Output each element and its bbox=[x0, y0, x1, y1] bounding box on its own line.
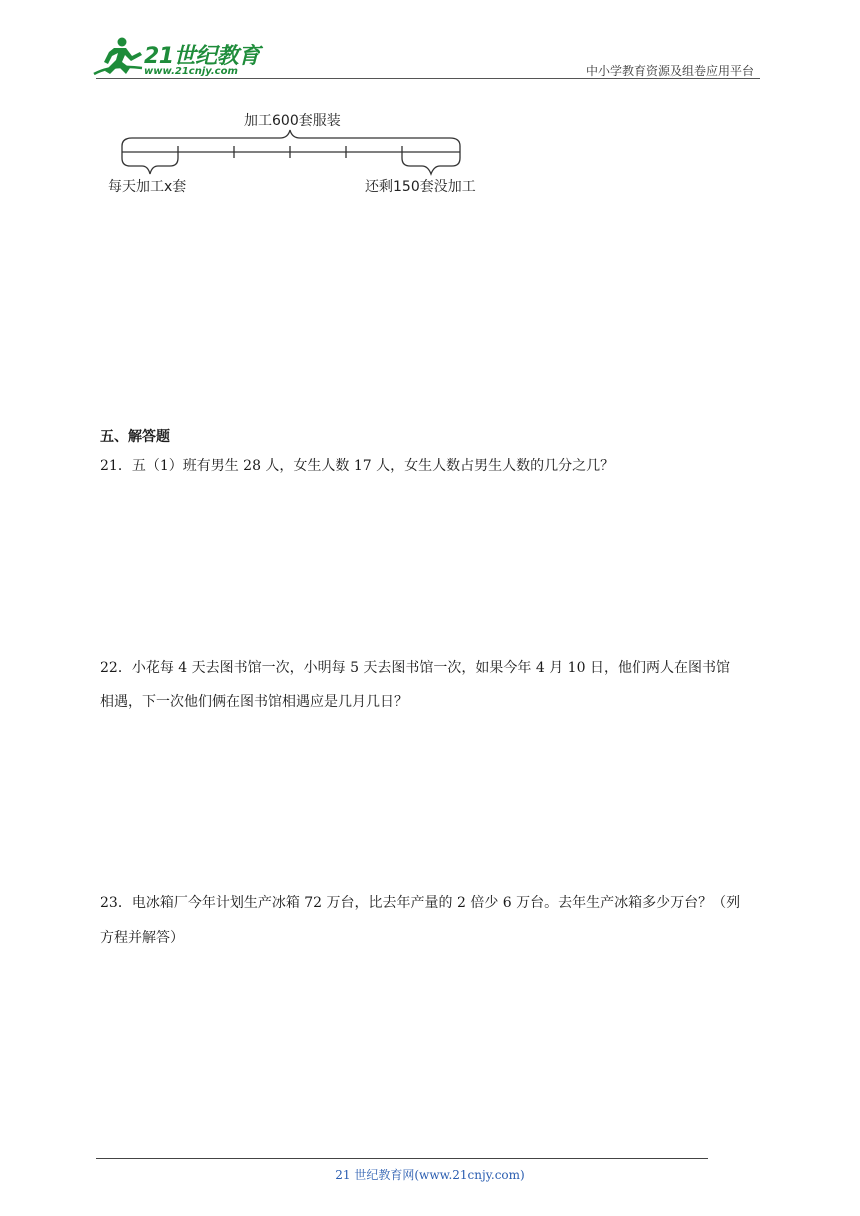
footer-text: 21 世纪教育网(www.21cnjy.com) bbox=[335, 1168, 525, 1182]
line-segment-diagram bbox=[100, 100, 500, 210]
question-23-line-2: 方程并解答） bbox=[100, 930, 184, 946]
runner-logo-icon bbox=[92, 34, 148, 80]
logo-url: www.21cnjy.com bbox=[144, 66, 238, 77]
section-title: 五、解答题 bbox=[100, 429, 170, 445]
remaining-label: 还剩150套没加工 bbox=[365, 179, 476, 195]
question-21: 21．五（1）班有男生 28 人，女生人数 17 人，女生人数占男生人数的几分之几？ bbox=[100, 458, 615, 474]
footer-divider bbox=[96, 1158, 708, 1159]
question-22-line-1: 22．小花每 4 天去图书馆一次，小明每 5 天去图书馆一次，如果今年 4 月 10 日，他们两人在图书馆 bbox=[100, 660, 730, 676]
header-divider bbox=[96, 78, 760, 79]
logo bbox=[92, 34, 262, 80]
question-22-line-2: 相遇，下一次他们俩在图书馆相遇应是几月几日？ bbox=[100, 694, 408, 710]
logo-text: 21世纪教育 bbox=[144, 44, 260, 69]
page-header bbox=[0, 0, 860, 90]
question-23-line-1: 23．电冰箱厂今年计划生产冰箱 72 万台，比去年产量的 2 倍少 6 万台。去年生产冰箱多少万台？（列 bbox=[100, 895, 741, 911]
daily-label: 每天加工x套 bbox=[108, 179, 187, 195]
platform-name: 中小学教育资源及组卷应用平台 bbox=[585, 64, 754, 78]
total-label: 加工600套服装 bbox=[244, 113, 341, 129]
